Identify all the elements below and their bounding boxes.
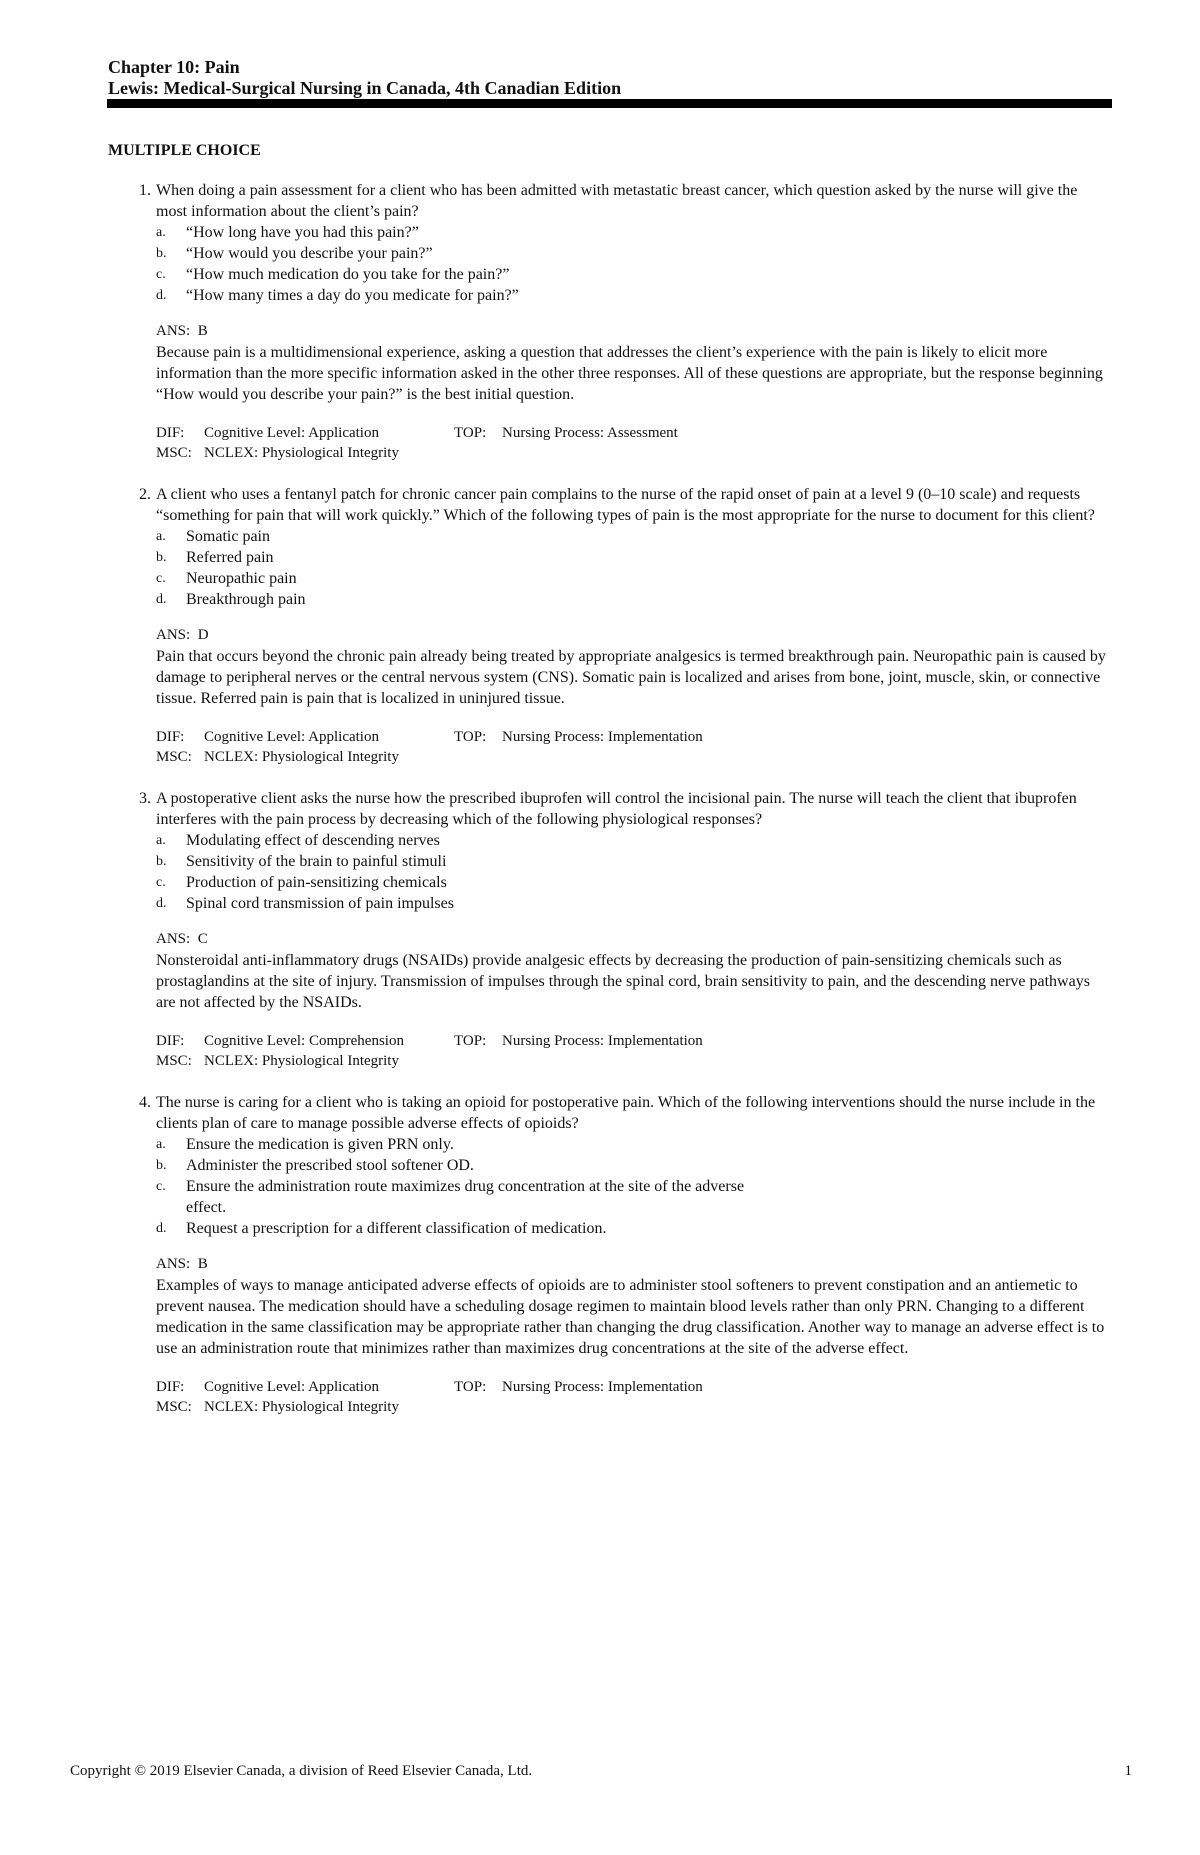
option-c: c. Neuropathic pain [156,570,297,587]
answer-line: ANS: B [156,323,208,339]
question-stem: When doing a pain assessment for a client who has been admitted with metastatic breast cancer, which question asked by the nurse will give the most information about the client’s pain? [156,182,1078,220]
question-stem: A postoperative client asks the nurse how the prescribed ibuprofen will control the incisional pain. The nurse will teach the client that ibuprofen interferes with the pain process by decreasing which of the following physiological responses? [156,790,1077,828]
msc-value: NCLEX: Physiological Integrity [204,1399,399,1415]
question-metadata: DIF: Cognitive Level: Comprehension TOP: Nursing Process: Implementation MSC: NCLEX: Physiological Integrity [156,1033,703,1069]
question-stem: The nurse is caring for a client who is taking an opioid for postoperative pain. Which of the following interventions should the nurse include in the clients plan of care to manage possible adverse effects of opioids? [156,1094,1096,1132]
rationale: Pain that occurs beyond the chronic pain already being treated by appropriate analgesics is termed breakthrough pain. Neuropathic pain is caused by damage to peripheral nerves or the central nervous system (CNS). Somatic pain is localized and arises from bone, joint, muscle, skin, or connective tissue. Referred pain is pain that is localized in uninjured tissue. [156,648,1106,707]
page-footer [70,1763,1132,1780]
option-b: b. Administer the prescribed stool softener OD. [156,1157,474,1174]
question-2 [108,484,1112,767]
option-b: b. “How would you describe your pain?” [156,245,433,262]
option-list [156,830,1112,914]
question-list [108,180,1112,1438]
book-title: Lewis: Medical-Surgical Nursing in Canada, 4th Canadian Edition [108,78,622,98]
option-b: b. Referred pain [156,549,274,566]
rationale: Examples of ways to manage anticipated adverse effects of opioids are to administer stool softeners to prevent constipation and an antiemetic to prevent nausea. The medication should have a scheduling dosage regimen to maintain blood levels rather than only PRN. Changing to a different medication in the same classification may be appropriate rather than changing the drug classification. Another way to manage an adverse effect is to use an administration route that minimizes rather than maximizes drug concentrations at the site of the adverse effect. [156,1277,1105,1357]
dif-value: Cognitive Level: Application [204,425,379,441]
rationale: Because pain is a multidimensional experience, asking a question that addresses the client’s experience with the pain is likely to elicit more information than the more specific information asked in the other three responses. All of these questions are appropriate, but the response beginning “How would you describe your pain?” is the best initial question. [156,344,1103,403]
option-a: a. Somatic pain [156,528,270,545]
question-1 [108,180,1112,463]
option-d: d. Request a prescription for a different classification of medication. [156,1220,607,1237]
option-d: d. Breakthrough pain [156,591,306,608]
answer-letter: D [197,627,209,643]
answer-letter: C [197,931,208,947]
answer-letter: B [197,323,208,339]
header-rule [107,99,1112,108]
option-list [156,526,1112,610]
answer-line: ANS: D [156,627,209,643]
question-metadata: DIF: Cognitive Level: Application TOP: Nursing Process: Implementation MSC: NCLEX: Physiological Integrity [156,729,703,765]
option-a: a. Modulating effect of descending nerves [156,832,440,849]
question-4 [108,1092,1112,1417]
section-title: MULTIPLE CHOICE [108,142,261,159]
msc-value: NCLEX: Physiological Integrity [204,749,399,765]
dif-value: Cognitive Level: Comprehension [204,1033,404,1049]
dif-value: Cognitive Level: Application [204,1379,379,1395]
option-b: b. Sensitivity of the brain to painful stimuli [156,853,447,870]
option-a: a. “How long have you had this pain?” [156,224,419,241]
dif-value: Cognitive Level: Application [204,729,379,745]
question-number: 2. [139,486,151,503]
option-list [156,222,1112,306]
question-metadata: DIF: Cognitive Level: Application TOP: Nursing Process: Implementation MSC: NCLEX: Physiological Integrity [156,1379,703,1415]
question-number: 4. [139,1094,151,1111]
top-value: Nursing Process: Implementation [502,729,703,745]
top-value: Nursing Process: Implementation [502,1033,703,1049]
option-d: d. “How many times a day do you medicate for pain?” [156,287,519,304]
option-d: d. Spinal cord transmission of pain impulses [156,895,454,912]
chapter-title: Chapter 10: Pain [108,57,240,77]
msc-value: NCLEX: Physiological Integrity [204,445,399,461]
top-value: Nursing Process: Assessment [502,425,678,441]
msc-value: NCLEX: Physiological Integrity [204,1053,399,1069]
page-header [108,57,1112,99]
question-3 [108,788,1112,1071]
answer-letter: B [197,1256,208,1272]
question-number: 1. [139,182,151,199]
answer-line: ANS: C [156,931,208,947]
copyright-text: Copyright © 2019 Elsevier Canada, a division of Reed Elsevier Canada, Ltd. [70,1763,533,1779]
question-metadata: DIF: Cognitive Level: Application TOP: Nursing Process: Assessment MSC: NCLEX: Physiological Integrity [156,425,678,461]
option-c: c. Ensure the administration route maximizes drug concentration at the site of the adverse effect. [156,1178,745,1216]
option-a: a. Ensure the medication is given PRN only. [156,1136,454,1153]
rationale: Nonsteroidal anti-inflammatory drugs (NSAIDs) provide analgesic effects by decreasing the production of pain-sensitizing chemicals such as prostaglandins at the site of injury. Transmission of impulses through the spinal cord, brain sensitivity to pain, and the descending nerve pathways are not affected by the NSAIDs. [156,952,1090,1011]
question-stem: A client who uses a fentanyl patch for chronic cancer pain complains to the nurse of the rapid onset of pain at a level 9 (0–10 scale) and requests “something for pain that will work quickly.” Which of the following types of pain is the most appropriate for the nurse to document for this client? [156,486,1095,524]
option-c: c. Production of pain-sensitizing chemicals [156,874,447,891]
page-number: 1 [1124,1763,1132,1779]
option-c: c. “How much medication do you take for the pain?” [156,266,510,283]
option-list [156,1134,1112,1239]
question-number: 3. [139,790,151,807]
answer-line: ANS: B [156,1256,208,1272]
top-value: Nursing Process: Implementation [502,1379,703,1395]
